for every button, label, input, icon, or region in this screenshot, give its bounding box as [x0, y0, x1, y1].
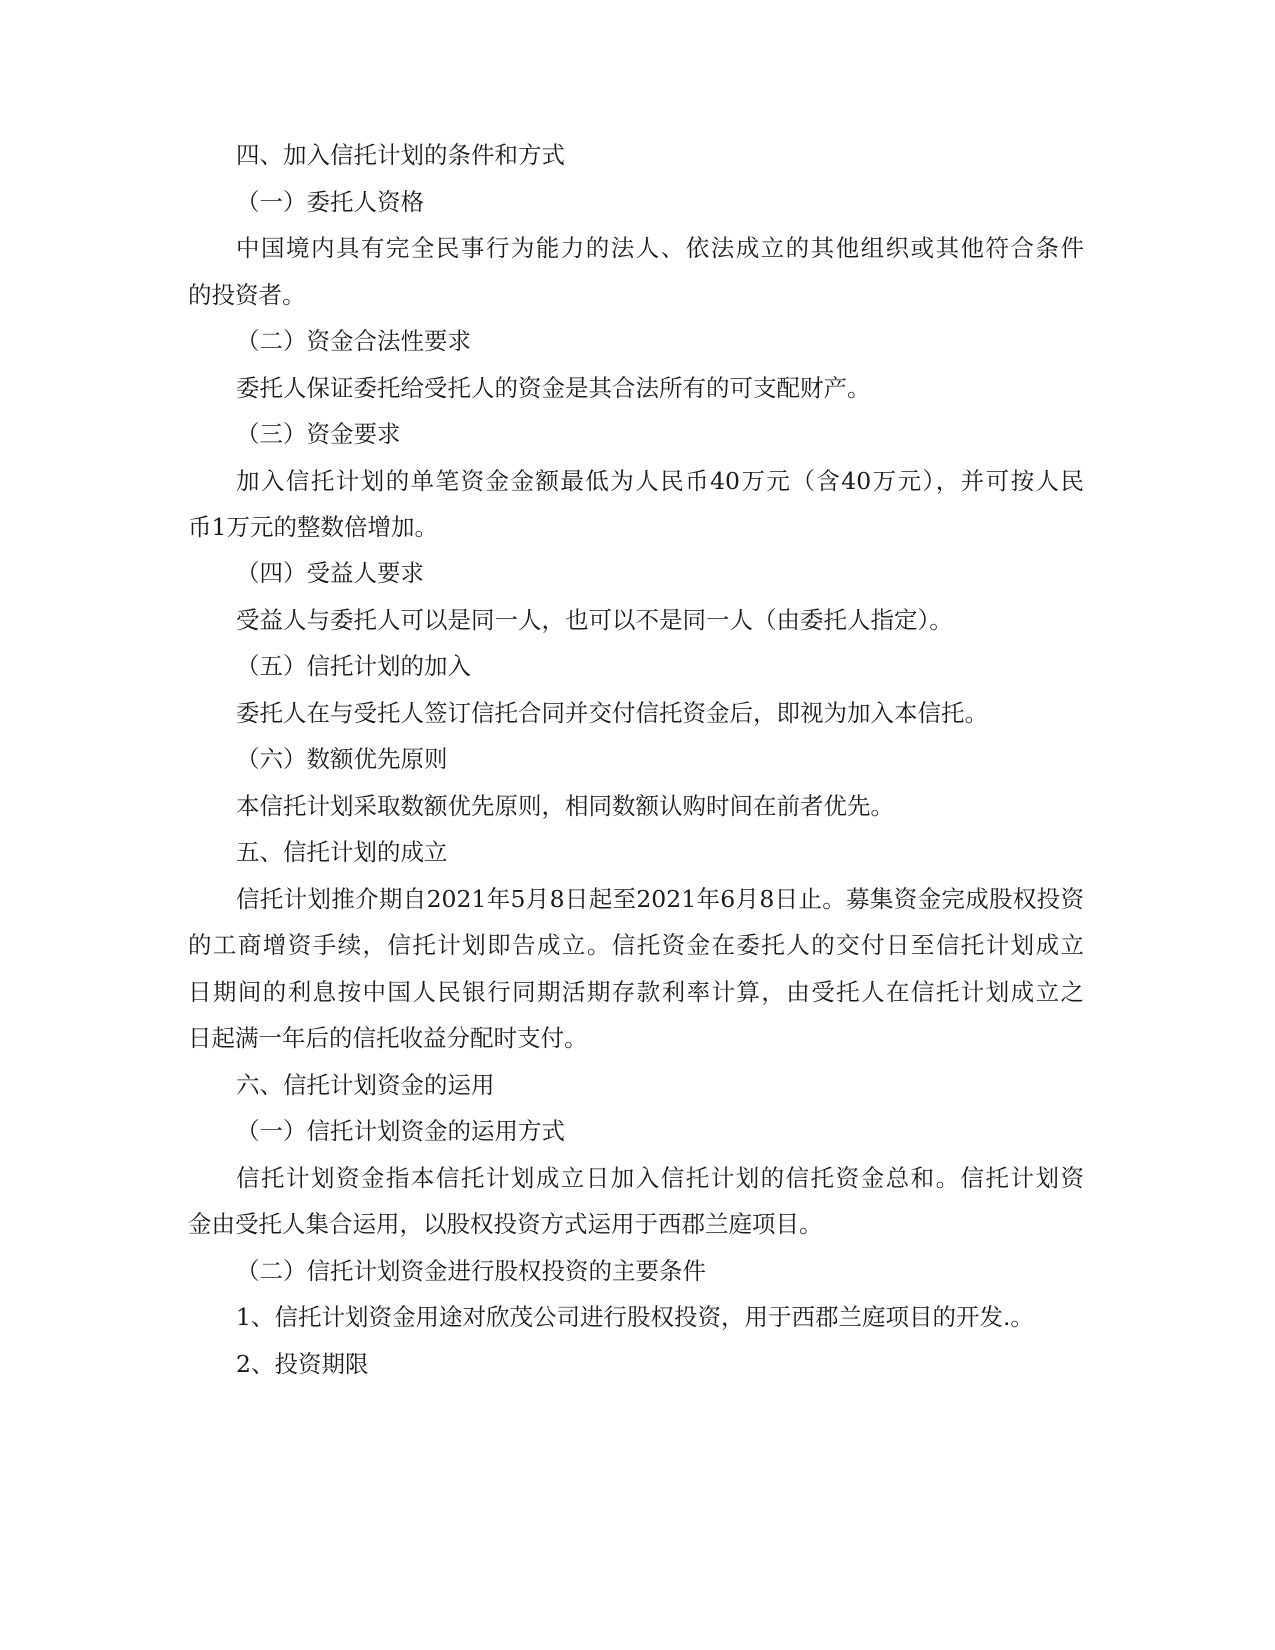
section-heading-4: 四、加入信托计划的条件和方式	[236, 141, 565, 169]
section-heading-6: 六、信托计划资金的运用	[236, 1071, 495, 1099]
paragraph-line: 币1万元的整数倍增加。	[188, 513, 438, 541]
paragraph-line: 中国境内具有完全民事行为能力的法人、依法成立的其他组织或其他符合条件	[236, 234, 1084, 262]
paragraph-line: 日起满一年后的信托收益分配时支付。	[188, 1024, 588, 1052]
paragraph-line: 本信托计划采取数额优先原则，相同数额认购时间在前者优先。	[236, 792, 894, 820]
subheading-amount-priority: （六）数额优先原则	[236, 745, 448, 773]
paragraph-line: 委托人在与受托人签订信托合同并交付信托资金后，即视为加入本信托。	[236, 699, 988, 727]
subheading-fund-usage-method: （一）信托计划资金的运用方式	[236, 1117, 565, 1145]
list-item: 1、信托计划资金用途对欣茂公司进行股权投资，用于西郡兰庭项目的开发.。	[236, 1303, 1034, 1331]
paragraph-line: 受益人与委托人可以是同一人，也可以不是同一人（由委托人指定）。	[236, 606, 953, 634]
subheading-fund-legality: （二）资金合法性要求	[236, 327, 471, 355]
subheading-equity-investment-conditions: （二）信托计划资金进行股权投资的主要条件	[236, 1257, 706, 1285]
subheading-beneficiary-requirement: （四）受益人要求	[236, 559, 424, 587]
subheading-joining-plan: （五）信托计划的加入	[236, 652, 471, 680]
subheading-fund-requirement: （三）资金要求	[236, 420, 401, 448]
paragraph-line: 委托人保证委托给受托人的资金是其合法所有的可支配财产。	[236, 374, 871, 402]
paragraph-line: 日期间的利息按中国人民银行同期活期存款利率计算，由受托人在信托计划成立之	[188, 978, 1084, 1006]
paragraph-line: 的工商增资手续，信托计划即告成立。信托资金在委托人的交付日至信托计划成立	[188, 931, 1084, 959]
paragraph-line: 的投资者。	[188, 281, 306, 309]
section-heading-5: 五、信托计划的成立	[236, 838, 448, 866]
paragraph-line: 加入信托计划的单笔资金金额最低为人民币40万元（含40万元），并可按人民	[236, 467, 1084, 495]
paragraph-line: 信托计划推介期自2021年5月8日起至2021年6月8日止。募集资金完成股权投资	[236, 885, 1084, 913]
list-item: 2、投资期限	[236, 1350, 369, 1378]
subheading-settlor-qualification: （一）委托人资格	[236, 188, 424, 216]
paragraph-line: 金由受托人集合运用，以股权投资方式运用于西郡兰庭项目。	[188, 1210, 823, 1238]
paragraph-line: 信托计划资金指本信托计划成立日加入信托计划的信托资金总和。信托计划资	[236, 1164, 1084, 1192]
